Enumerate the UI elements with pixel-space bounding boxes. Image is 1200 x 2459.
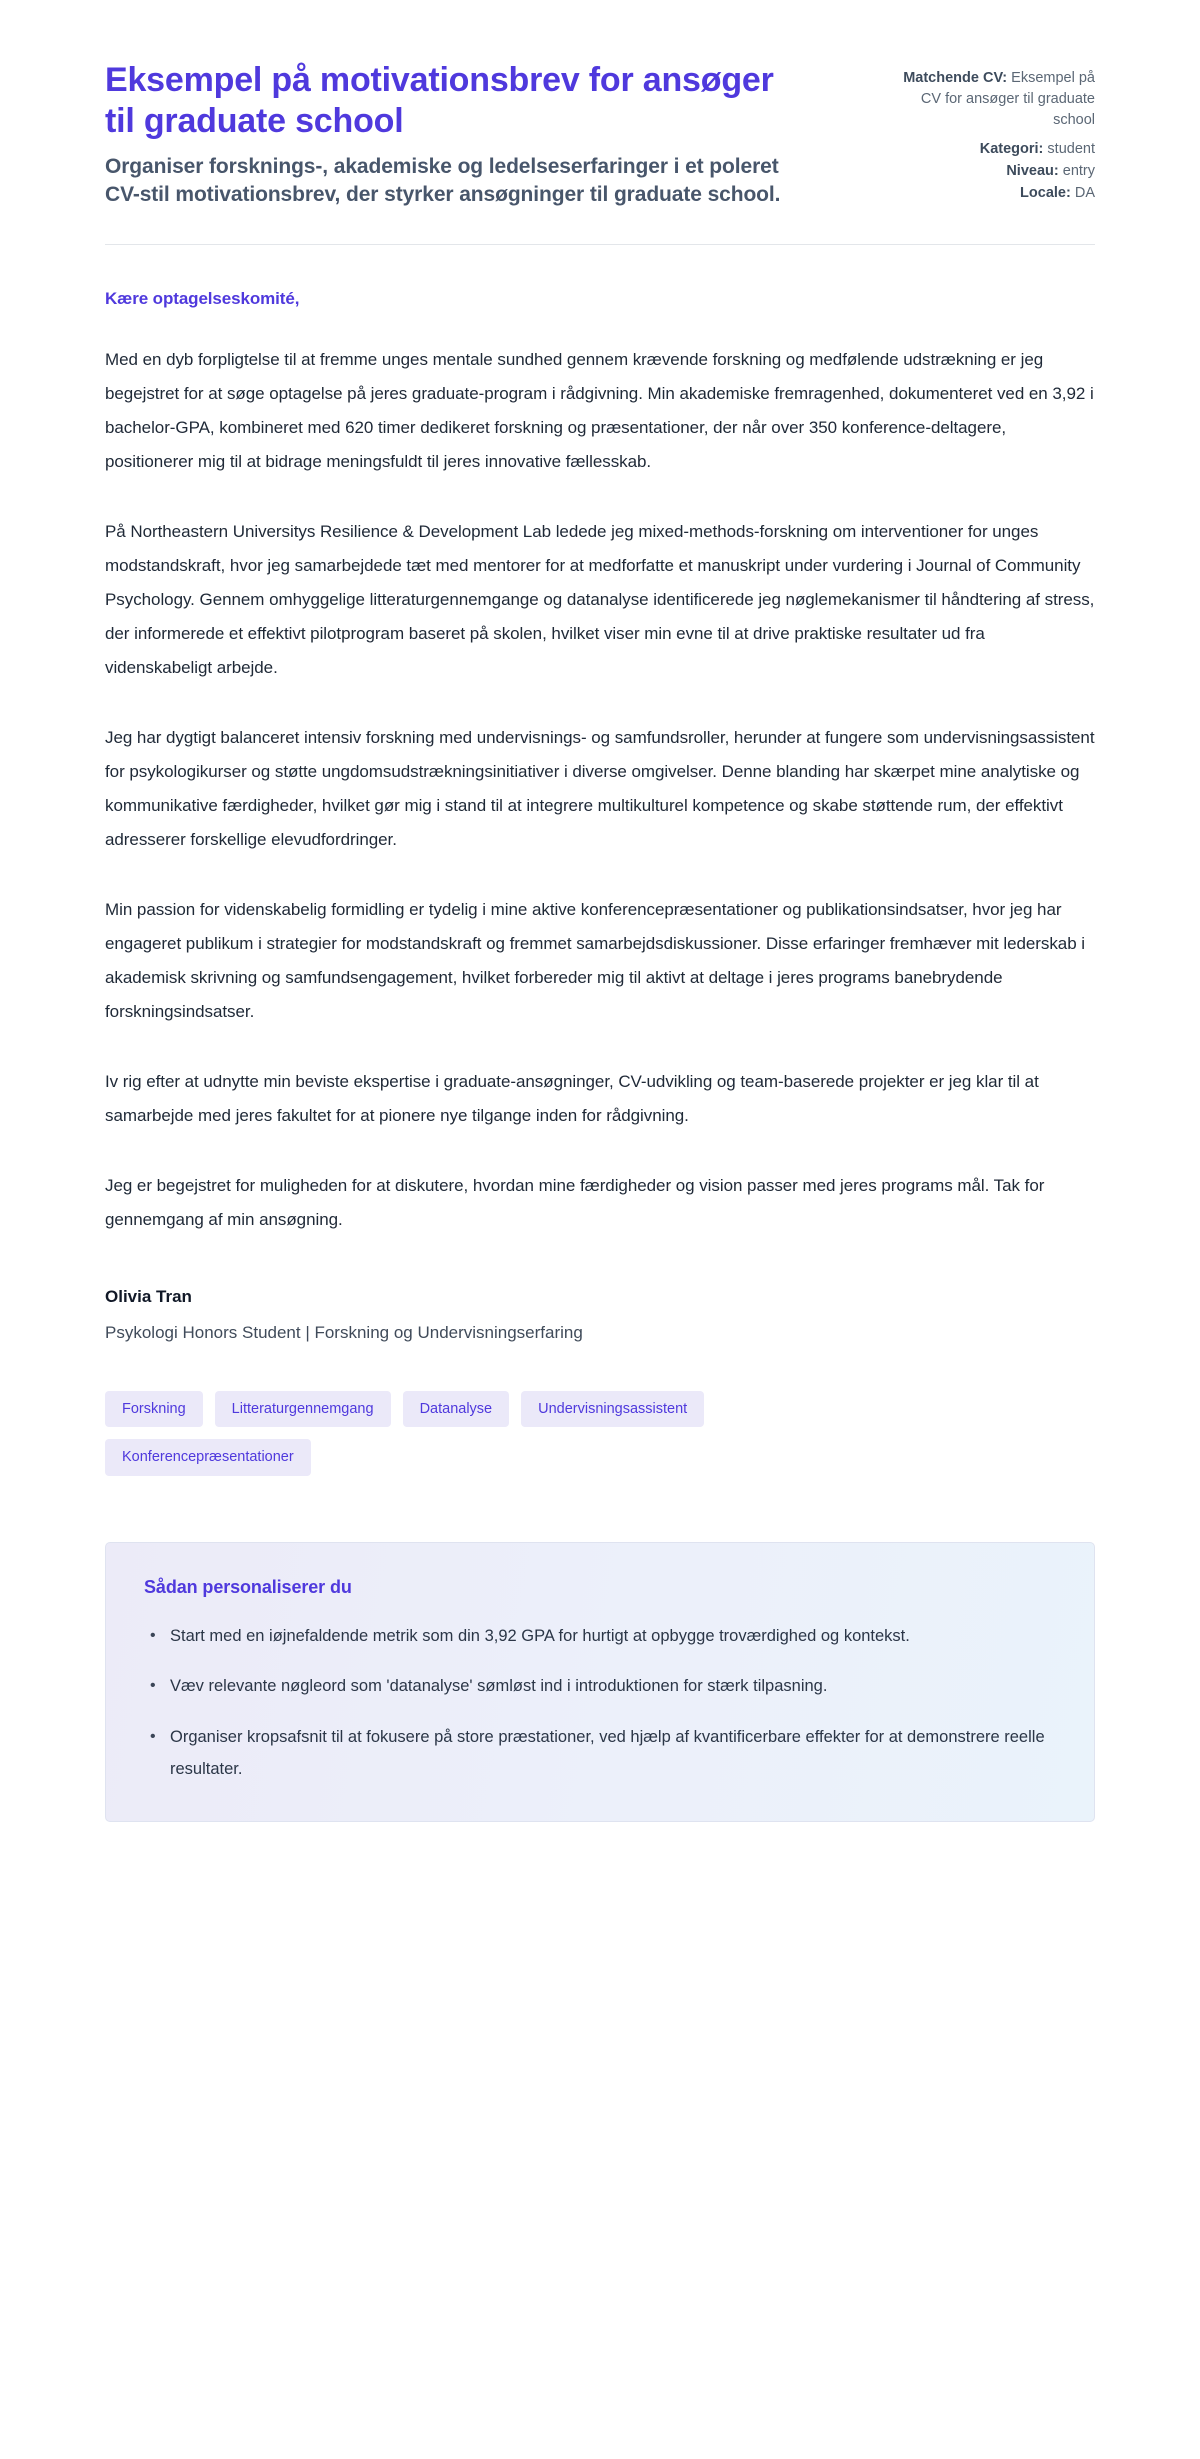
letter-paragraph: Jeg er begejstret for muligheden for at diskutere, hvordan mine færdigheder og vision passer med jeres programs mål. Tak for gennemgang af min ansøgning. [105, 1175, 1045, 1229]
signature-name: Olivia Tran [105, 1286, 192, 1306]
meta-category-label: Kategori: [979, 141, 1044, 158]
tag-chip[interactable]: Litteraturgennemgang [215, 1391, 391, 1428]
tag-chip[interactable]: Forskning [105, 1391, 203, 1428]
letter-salutation: Kære optagelseskomité, [105, 288, 300, 308]
letter-paragraph: Min passion for videnskabelig formidling er tydelig i mine aktive konferencepræsentationer og publikationsindsatser, hvor jeg har engageret publikum i strategier for modstandskraft og fremmet samarbejdsdiskussioner. Disse erfaringer fremhæver mit lederskab i akademisk skrivning og samfundsengagement, hvilket forbereder mig til aktivt at deltage i jeres programs banebrydende forskningsindsatser. [105, 899, 1086, 1021]
meta-category [895, 139, 1095, 160]
meta-level-value: entry [1062, 163, 1095, 180]
tag-chip[interactable]: Datanalyse [403, 1391, 510, 1428]
personalization-callout [105, 1542, 1095, 1822]
callout-list-item: • Organiser kropsafsnit til at fokusere på store præstationer, ved hjælp af kvantificerbare effekter for at demonstrere reelle resultater. [144, 1721, 1056, 1785]
header-text-block [105, 60, 795, 210]
letter-paragraph: Jeg har dygtigt balanceret intensiv forskning med undervisnings- og samfundsroller, herunder at fungere som undervisningsassistent for psykologikurser og støtte ungdomsudstrækningsinitiativer i diverse omgivelser. Denne blanding har skærpet mine analytiske og kommunikative færdigheder, hvilket gør mig i stand til at integrere multikulturel kompetence og skabe støttende rum, der effektivt adresserer forskellige elevudfordringer. [105, 727, 1095, 849]
tag-list [105, 1391, 905, 1477]
signature-role: Psykologi Honors Student | Forskning og Undervisningserfaring [105, 1322, 583, 1342]
letter-paragraph: På Northeastern Universitys Resilience & Development Lab ledede jeg mixed-methods-forskning om interventioner for unges modstandskraft, hvor jeg samarbejdede tæt med mentorer for at medforfatte et manuskript under vurdering i Journal of Community Psychology. Gennem omhyggelige litteraturgennemgange og datanalyse identificerede jeg nøglemekanismer til håndtering af stress, der informerede et effektivt pilotprogram baseret på skolen, hvilket viser min evne til at drive praktiske resultater ud fra videnskabeligt arbejde. [105, 521, 1095, 677]
meta-matching-cv [895, 68, 1095, 131]
meta-locale-value: DA [1074, 185, 1095, 202]
cover-letter-body [105, 289, 1095, 1343]
tag-chip[interactable]: Undervisningsassistent [521, 1391, 704, 1428]
meta-level-label: Niveau: [1006, 163, 1059, 180]
header-divider [105, 244, 1095, 245]
callout-list [144, 1620, 1056, 1785]
callout-list-item: • Væv relevante nøgleord som 'datanalyse' sømløst ind i introduktionen for stærk tilpasning. [144, 1670, 1056, 1702]
page-subtitle: Organiser forsknings-, akademiske og ledelseserfaringer i et poleret CV-stil motivationsbrev, der styrker ansøgninger til graduate school. [105, 154, 781, 207]
meta-level [895, 161, 1095, 182]
callout-list-item: • Start med en iøjnefaldende metrik som din 3,92 GPA for hurtigt at opbygge troværdighed og kontekst. [144, 1620, 1056, 1652]
callout-title: Sådan personaliserer du [144, 1577, 352, 1598]
meta-category-value: student [1047, 141, 1095, 158]
meta-locale [895, 183, 1095, 204]
metadata-panel [895, 60, 1095, 205]
meta-locale-label: Locale: [1020, 185, 1071, 202]
letter-paragraph: Med en dyb forpligtelse til at fremme unges mentale sundhed gennem krævende forskning og medfølende udstrækning er jeg begejstret for at søge optagelse på jeres graduate-program i rådgivning. Min akademiske fremragenhed, dokumenteret ved en 3,92 i bachelor-GPA, kombineret med 620 timer dedikeret forskning og præsentationer, der når over 350 konference-deltagere, positionerer mig til at bidrage meningsfuldt til jeres innovative fællesskab. [105, 349, 1094, 471]
tag-chip[interactable]: Konferencepræsentationer [105, 1439, 311, 1476]
document-header [105, 60, 1095, 244]
meta-matching-cv-label: Matchende CV: [903, 70, 1008, 86]
page-title: Eksempel på motivationsbrev for ansøger til graduate school [105, 61, 774, 141]
meta-matching-cv-value: Eksempel på CV for ansøger til graduate school [920, 70, 1095, 129]
letter-paragraph: Iv rig efter at udnytte min beviste ekspertise i graduate-ansøgninger, CV-udvikling og team-baserede projekter er jeg klar til at samarbejde med jeres fakultet for at pionere nye tilgange inden for rådgivning. [105, 1071, 1039, 1125]
